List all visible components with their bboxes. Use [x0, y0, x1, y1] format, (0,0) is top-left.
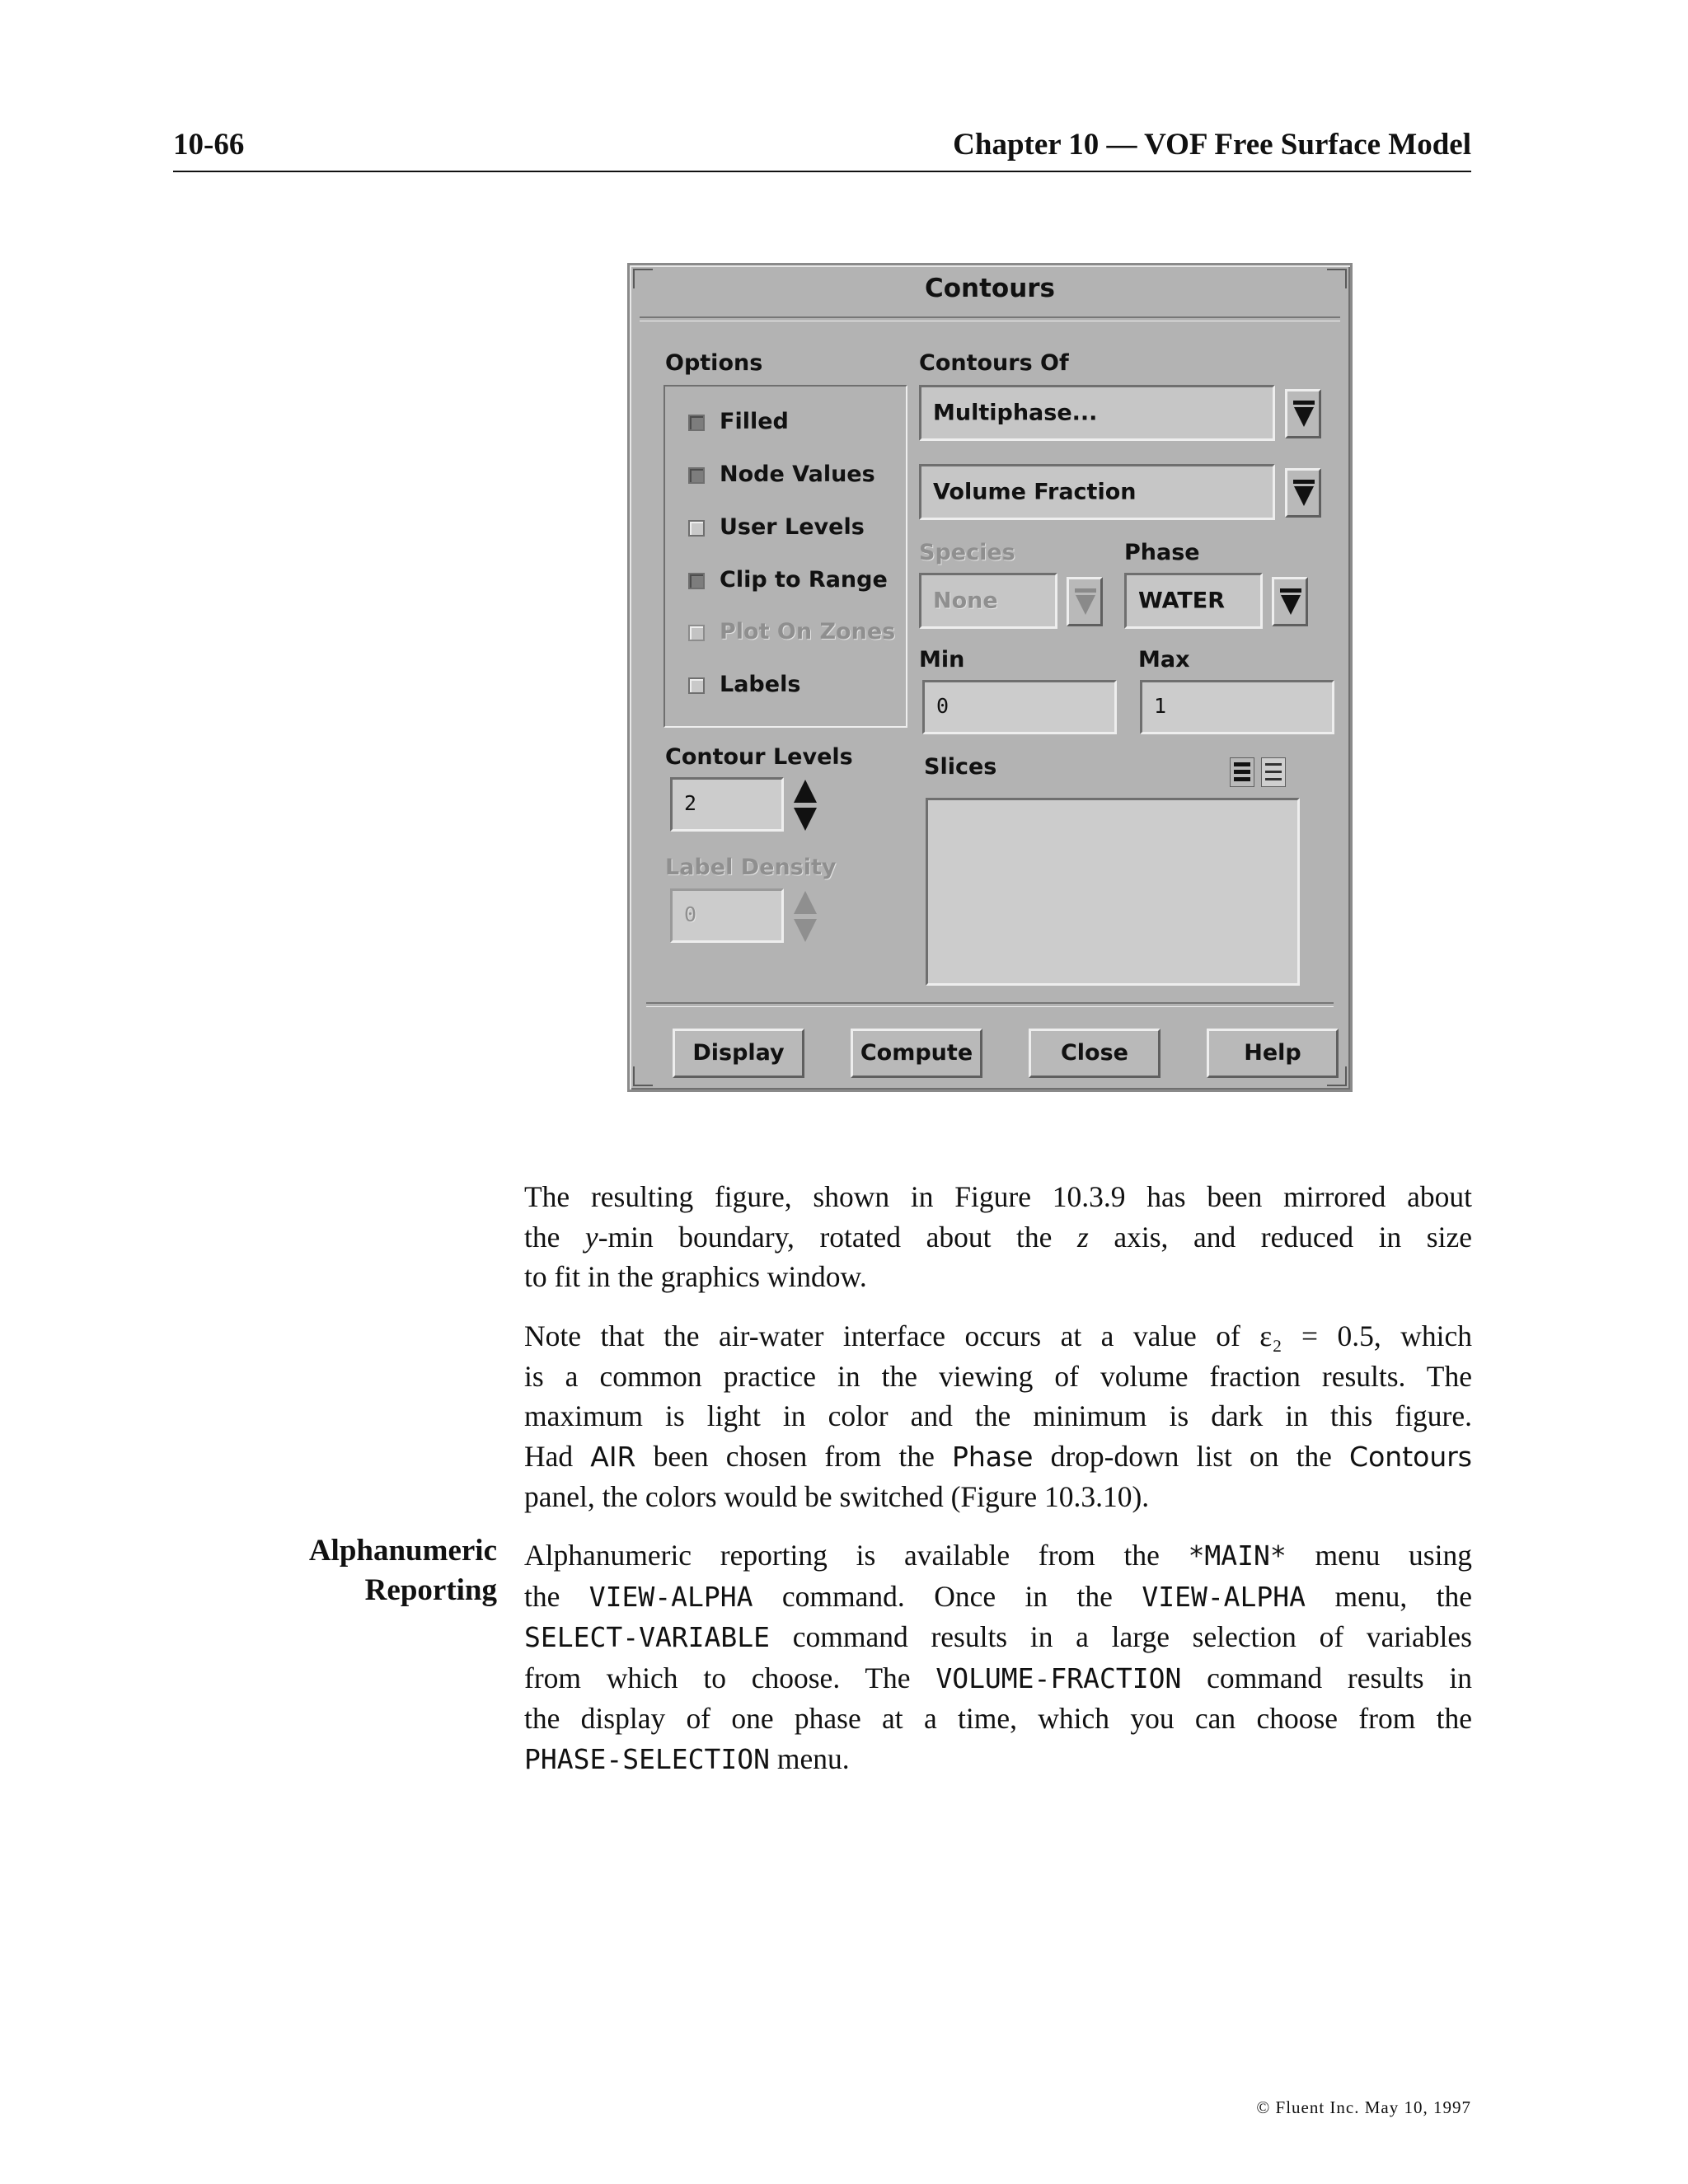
display-button[interactable]: Display — [673, 1029, 804, 1078]
label-density-stepper — [791, 889, 819, 944]
button-bar-separator — [646, 1002, 1334, 1007]
contours-of-category-field[interactable] — [919, 385, 1275, 441]
close-button[interactable]: Close — [1029, 1029, 1160, 1078]
contour-levels-value: 2 — [684, 791, 697, 815]
text-line: panel, the colors would be switched (Figure 10.3.10). — [524, 1480, 1150, 1513]
contours-of-label: Contours Of — [919, 350, 1069, 376]
text-line: Had AIR been chosen from the Phase drop-down list on the Contours — [524, 1439, 1472, 1473]
paragraph-resulting-figure — [524, 1177, 1472, 1297]
chevron-down-icon — [1074, 588, 1097, 617]
contours-of-variable-dropdown-button[interactable] — [1285, 468, 1321, 518]
option-node-values-label: Node Values — [720, 462, 875, 487]
checkbox-user-levels[interactable] — [688, 520, 705, 537]
slices-list[interactable] — [926, 798, 1300, 986]
species-field — [919, 573, 1057, 629]
option-filled-label: Filled — [720, 409, 789, 434]
contour-levels-label: Contour Levels — [665, 744, 853, 770]
checkbox-clip-to-range[interactable] — [688, 573, 705, 589]
up-down-arrows-icon — [791, 778, 819, 832]
header-rule — [173, 171, 1471, 172]
checkbox-labels[interactable] — [688, 677, 705, 694]
title-separator — [640, 316, 1340, 321]
compute-button[interactable]: Compute — [851, 1029, 982, 1078]
text-line: The resulting figure, shown in Figure 10.3.9 has been mirrored about — [524, 1180, 1472, 1213]
chevron-down-icon — [1292, 479, 1315, 509]
option-labels-label: Labels — [720, 672, 801, 697]
max-input[interactable] — [1140, 680, 1334, 734]
contour-levels-input[interactable] — [670, 777, 784, 832]
label-density-label: Label Density — [665, 855, 837, 880]
slices-label: Slices — [924, 754, 997, 780]
text-line: from which to choose. The VOLUME-FRACTION command results in — [524, 1661, 1472, 1694]
text-line: Alphanumeric reporting is available from the *MAIN* menu using — [524, 1539, 1472, 1572]
paragraph-air-water-interface — [524, 1316, 1472, 1517]
copyright-footer: © Fluent Inc. May 10, 1997 — [1256, 2097, 1471, 2117]
options-group — [663, 385, 907, 728]
margin-heading-alphanumeric-reporting: Alphanumeric Reporting — [308, 1534, 497, 1607]
max-label: Max — [1138, 647, 1190, 673]
text-line: SELECT-VARIABLE command results in a large selection of variables — [524, 1620, 1472, 1653]
chevron-down-icon — [1292, 400, 1315, 429]
contours-of-category-value: Multiphase... — [933, 400, 1098, 426]
text-line: Note that the air-water interface occurs at a value of ε₂ = 0.5, which — [524, 1319, 1473, 1352]
text-line: the VIEW-ALPHA command. Once in the VIEW-ALPHA menu, the — [524, 1579, 1472, 1613]
text-line: the y-min boundary, rotated about the z axis, and reduced in size — [524, 1220, 1472, 1254]
select-all-icon[interactable] — [1230, 757, 1254, 787]
min-label: Min — [919, 647, 965, 673]
contours-of-variable-value: Volume Fraction — [933, 479, 1137, 505]
phase-dropdown-button[interactable] — [1272, 577, 1308, 626]
chapter-title: Chapter 10 — VOF Free Surface Model — [953, 128, 1471, 162]
options-label: Options — [665, 350, 763, 376]
checkbox-node-values[interactable] — [688, 467, 705, 484]
help-button[interactable]: Help — [1207, 1029, 1339, 1078]
text-line: the display of one phase at a time, which you can choose from the — [524, 1702, 1472, 1735]
window-corner-bottom-left[interactable] — [633, 1066, 653, 1086]
option-clip-to-range-label: Clip to Range — [720, 567, 888, 593]
chevron-down-icon — [1279, 588, 1302, 617]
text-line: is a common practice in the viewing of volume fraction results. The — [524, 1359, 1472, 1393]
species-dropdown-button — [1067, 577, 1103, 626]
species-value: None — [933, 588, 998, 614]
min-input[interactable] — [922, 680, 1117, 734]
phase-label: Phase — [1124, 540, 1200, 565]
phase-value: WATER — [1138, 588, 1226, 614]
option-user-levels-label: User Levels — [720, 514, 865, 540]
text-line: to fit in the graphics window. — [524, 1260, 867, 1293]
max-value: 1 — [1154, 694, 1167, 718]
contours-of-category-dropdown-button[interactable] — [1285, 389, 1321, 438]
checkbox-filled[interactable] — [688, 415, 705, 431]
dialog-title: Contours — [924, 274, 1056, 303]
page-number: 10-66 — [173, 128, 245, 162]
option-plot-on-zones-label: Plot On Zones — [720, 619, 896, 644]
contours-of-variable-field[interactable] — [919, 464, 1275, 520]
checkbox-plot-on-zones — [688, 625, 705, 641]
deselect-all-icon[interactable] — [1261, 757, 1286, 787]
phase-field[interactable] — [1124, 573, 1263, 629]
up-down-arrows-icon — [791, 889, 819, 944]
text-line: maximum is light in color and the minimum is dark in this figure. — [524, 1399, 1472, 1432]
min-value: 0 — [936, 694, 950, 718]
label-density-input — [670, 888, 784, 943]
species-label: Species — [919, 540, 1015, 565]
contours-dialog — [627, 263, 1353, 1092]
text-line: PHASE-SELECTION menu. — [524, 1741, 850, 1775]
paragraph-alphanumeric-reporting — [524, 1535, 1472, 1779]
label-density-value: 0 — [684, 902, 697, 926]
contour-levels-stepper[interactable] — [791, 778, 819, 832]
